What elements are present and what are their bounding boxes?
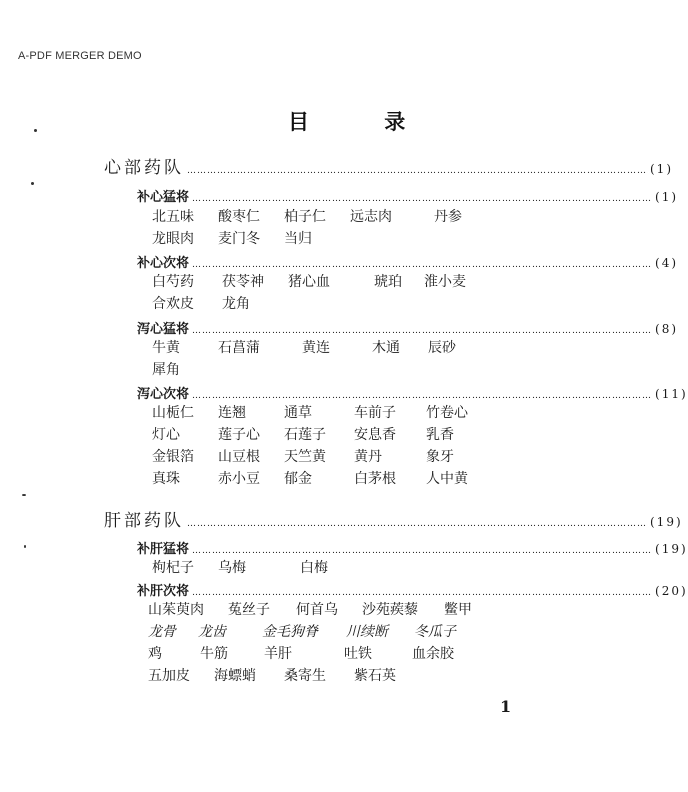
herb-list [148,598,508,686]
herb-line [148,598,508,620]
herb-line [148,620,508,642]
herb-line [152,445,512,467]
herb-list [152,556,512,578]
herb-name: 白茅根 [354,471,396,487]
herb-name: 羊肝 [264,646,292,662]
sub-page: (8) [655,322,679,336]
herb-name: 冬瓜子 [414,624,456,640]
herb-name: 合欢皮 [152,296,194,312]
sub-label: 泻心次将 [137,387,190,402]
herb-name: 牛黄 [152,340,180,356]
herb-name: 车前子 [354,405,396,421]
herb-name: 琥珀 [374,274,402,290]
scan-speck [31,182,34,185]
herb-name: 石莲子 [284,427,326,443]
herb-line [152,205,512,227]
toc-sub-tonify-heart-major[interactable] [137,186,679,205]
herb-name: 连翘 [218,405,246,421]
scan-speck [22,494,26,496]
toc-sub-drain-heart-minor[interactable] [137,383,688,402]
herb-name: 海螵蛸 [214,668,256,684]
herb-name: 龙齿 [198,624,226,640]
toc-sub-tonify-liver-major[interactable] [137,538,688,557]
section-label: 心部药队 [104,158,184,178]
herb-name: 金银箔 [152,449,194,465]
leader-dots: ………………………………………………………………………………………………………………………… [192,326,653,336]
herb-name: 竹卷心 [426,405,468,421]
herb-name: 乌梅 [218,560,246,576]
herb-name: 辰砂 [428,340,456,356]
herb-name: 安息香 [354,427,396,443]
herb-name: 犀角 [152,362,180,378]
toc-sub-tonify-heart-minor[interactable] [137,252,679,271]
herb-name: 山茱萸肉 [148,602,204,618]
herb-name: 天竺黄 [284,449,326,465]
herb-name: 白梅 [300,560,328,576]
herb-name: 猪心血 [288,274,330,290]
herb-line [152,270,512,292]
herb-name: 灯心 [152,427,180,443]
sub-label: 泻心猛将 [137,322,190,337]
herb-name: 麦门冬 [218,231,260,247]
herb-name: 白芍药 [152,274,194,290]
sub-page: (20) [655,584,688,598]
leader-dots: ………………………………………………………………………………………………………………………… [192,391,653,401]
leader-dots: ………………………………………………………………………………………………………………………… [192,260,653,270]
herb-name: 枸杞子 [152,560,194,576]
page-number: 1 [500,697,512,716]
herb-line [148,642,508,664]
toc-section-liver[interactable] [104,506,683,531]
herb-name: 龙骨 [148,624,176,640]
herb-name: 象牙 [426,449,454,465]
herb-list [152,205,512,249]
herb-name: 桑寄生 [284,668,326,684]
leader-dots: ………………………………………………………………………………………………………………………… [192,546,653,556]
watermark-text: A-PDF MERGER DEMO [18,50,142,62]
herb-name: 黄连 [302,340,330,356]
herb-name: 何首乌 [296,602,338,618]
herb-name: 黄丹 [354,449,382,465]
sub-page: (19) [655,542,688,556]
herb-name: 木通 [372,340,400,356]
herb-line [152,227,512,249]
herb-name: 通草 [284,405,312,421]
herb-line [152,292,512,314]
herb-list [152,401,512,489]
herb-name: 郁金 [284,471,312,487]
herb-name: 沙苑蒺藜 [362,602,418,618]
leader-dots: ………………………………………………………………………………………………………………………… [187,166,647,176]
toc-sub-tonify-liver-minor[interactable] [137,580,688,599]
herb-name: 北五味 [152,209,194,225]
herb-name: 鸡 [148,646,162,662]
herb-name: 丹参 [434,209,462,225]
herb-name: 鳖甲 [444,602,472,618]
herb-name: 乳香 [426,427,454,443]
herb-name: 山栀仁 [152,405,194,421]
toc-section-heart[interactable] [104,153,673,178]
herb-name: 龙眼肉 [152,231,194,247]
herb-name: 金毛狗脊 [262,624,318,640]
scan-speck [34,129,37,132]
sub-label: 补心猛将 [137,190,190,205]
herb-name: 紫石英 [354,668,396,684]
herb-line [152,467,512,489]
toc-sub-drain-heart-major[interactable] [137,318,679,337]
section-page: (19) [650,515,683,529]
leader-dots: ………………………………………………………………………………………………………………………… [187,519,647,529]
sub-page: (1) [655,190,679,204]
sub-label: 补肝猛将 [137,542,190,557]
sub-label: 补肝次将 [137,584,190,599]
page-title: 目 录 [288,109,440,134]
scan-speck [24,545,26,548]
herb-name: 五加皮 [148,668,190,684]
herb-line [152,423,512,445]
herb-list [152,270,512,314]
herb-name: 柏子仁 [284,209,326,225]
herb-name: 茯苓神 [222,274,264,290]
herb-name: 莲子心 [218,427,260,443]
herb-name: 远志肉 [350,209,392,225]
section-page: (1) [650,162,673,176]
herb-name: 石菖蒲 [218,340,260,356]
herb-name: 淮小麦 [424,274,466,290]
herb-name: 川续断 [346,624,388,640]
section-label: 肝部药队 [104,511,184,531]
herb-line [152,358,512,380]
herb-line [152,401,512,423]
herb-name: 血余胶 [412,646,454,662]
herb-line [152,556,512,578]
herb-line [148,664,508,686]
herb-name: 酸枣仁 [218,209,260,225]
herb-name: 人中黄 [426,471,468,487]
leader-dots: ………………………………………………………………………………………………………………………… [192,588,653,598]
sub-page: (11) [655,387,688,401]
herb-name: 菟丝子 [228,602,270,618]
leader-dots: ………………………………………………………………………………………………………………………… [192,194,653,204]
sub-label: 补心次将 [137,256,190,271]
herb-name: 龙角 [222,296,250,312]
herb-name: 当归 [284,231,312,247]
herb-name: 牛筋 [200,646,228,662]
herb-list [152,336,512,380]
herb-name: 吐铁 [344,646,372,662]
sub-page: (4) [655,256,679,270]
herb-name: 赤小豆 [218,471,260,487]
herb-name: 山豆根 [218,449,260,465]
herb-name: 真珠 [152,471,180,487]
herb-line [152,336,512,358]
